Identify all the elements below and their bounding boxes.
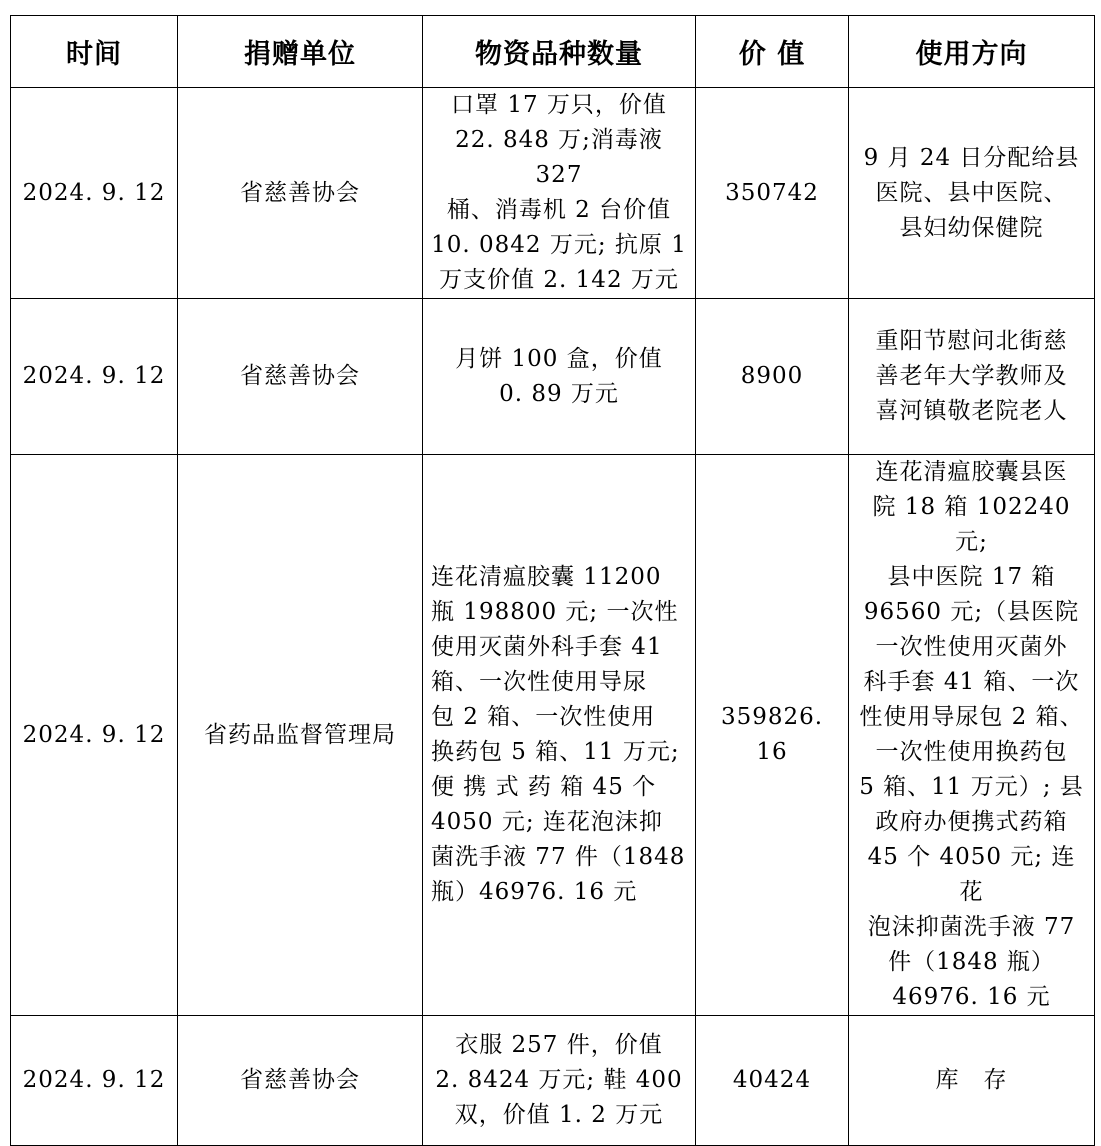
header-items: 物资品种数量 xyxy=(423,16,696,88)
use-line: 医院、县中医院、 xyxy=(875,179,1068,206)
table-header xyxy=(11,16,1095,88)
use-line: 件（1848 瓶） xyxy=(888,949,1055,975)
items-line: 衣服 257 件，价值 xyxy=(455,1032,663,1058)
use-line: 一次性使用灭菌外 xyxy=(875,634,1068,660)
use-line: 连花清瘟胶囊县医 xyxy=(875,459,1068,485)
use-line: 性使用导尿包 2 箱、 xyxy=(859,704,1084,730)
items-line: 便 携 式 药 箱 45 个 xyxy=(431,774,657,800)
use-line: 45 个 4050 元; 连花 xyxy=(867,844,1076,905)
table-row xyxy=(11,88,1095,299)
items-line: 万支价值 2. 142 万元 xyxy=(439,267,679,293)
cell-use xyxy=(849,1016,1095,1146)
use-line: 46976. 16 元 xyxy=(892,984,1051,1010)
items-line: 0. 89 万元 xyxy=(499,380,619,407)
cell-date: 2024. 9. 12 xyxy=(11,88,178,299)
use-line: 善老年大学教师及 xyxy=(875,363,1068,389)
header-row xyxy=(11,16,1095,88)
cell-items xyxy=(423,88,696,299)
cell-value: 359826. 16 xyxy=(696,455,849,1016)
header-value: 价 值 xyxy=(696,16,849,88)
use-line: 县妇幼保健院 xyxy=(899,214,1044,241)
use-line: 院 18 箱 102240 元; xyxy=(872,494,1071,555)
table-row xyxy=(11,1016,1095,1146)
items-line: 包 2 箱、一次性使用 xyxy=(431,704,656,730)
items-line: 换药包 5 箱、11 万元; xyxy=(431,739,680,765)
header-use: 使用方向 xyxy=(849,16,1095,88)
cell-donor: 省慈善协会 xyxy=(178,299,423,455)
cell-use xyxy=(849,455,1095,1016)
use-line: 泡沫抑菌洗手液 77 xyxy=(867,914,1076,940)
items-line: 使用灭菌外科手套 41 xyxy=(431,634,663,660)
items-line: 菌洗手液 77 件（1848 xyxy=(431,844,686,870)
cell-value: 8900 xyxy=(696,299,849,455)
cell-date: 2024. 9. 12 xyxy=(11,1016,178,1146)
cell-donor: 省药品监督管理局 xyxy=(178,455,423,1016)
items-line: 口罩 17 万只，价值 xyxy=(451,92,667,118)
items-line: 瓶 198800 元; 一次性 xyxy=(431,599,679,625)
cell-items xyxy=(423,1016,696,1146)
cell-date: 2024. 9. 12 xyxy=(11,299,178,455)
use-line: 县中医院 17 箱 xyxy=(887,564,1056,590)
cell-use xyxy=(849,299,1095,455)
use-line: 96560 元;（县医院 xyxy=(863,599,1080,625)
cell-items xyxy=(423,455,696,1016)
items-line: 月饼 100 盒，价值 xyxy=(455,345,663,372)
items-line: 双，价值 1. 2 万元 xyxy=(454,1102,664,1128)
items-line: 10. 0842 万元; 抗原 1 xyxy=(431,232,687,258)
cell-donor: 省慈善协会 xyxy=(178,88,423,299)
cell-date: 2024. 9. 12 xyxy=(11,455,178,1016)
cell-value: 350742 xyxy=(696,88,849,299)
items-line: 2. 8424 万元; 鞋 400 xyxy=(435,1067,683,1093)
use-line: 一次性使用换药包 xyxy=(875,739,1068,765)
items-line: 4050 元; 连花泡沫抑 xyxy=(431,809,663,835)
items-line: 瓶）46976. 16 元 xyxy=(431,879,638,905)
use-line: 5 箱、11 万元）; 县 xyxy=(859,774,1084,800)
table-row xyxy=(11,299,1095,455)
cell-donor: 省慈善协会 xyxy=(178,1016,423,1146)
items-line: 桶、消毒机 2 台价值 xyxy=(446,197,672,223)
table-body xyxy=(11,88,1095,1146)
donation-table xyxy=(10,15,1095,1146)
cell-use xyxy=(849,88,1095,299)
table-row xyxy=(11,455,1095,1016)
items-line: 22. 848 万;消毒液 327 xyxy=(455,127,663,188)
cell-items xyxy=(423,299,696,455)
use-line: 科手套 41 箱、一次 xyxy=(863,669,1080,695)
use-line: 喜河镇敬老院老人 xyxy=(875,398,1068,424)
header-time: 时间 xyxy=(11,16,178,88)
header-donor: 捐赠单位 xyxy=(178,16,423,88)
use-line: 政府办便携式药箱 xyxy=(875,809,1068,835)
use-line: 库 存 xyxy=(935,1067,1008,1093)
use-line: 9 月 24 日分配给县 xyxy=(863,144,1080,171)
items-line: 连花清瘟胶囊 11200 xyxy=(431,564,662,590)
use-line: 重阳节慰问北街慈 xyxy=(875,328,1068,354)
cell-value: 40424 xyxy=(696,1016,849,1146)
items-line: 箱、一次性使用导尿 xyxy=(431,669,647,695)
